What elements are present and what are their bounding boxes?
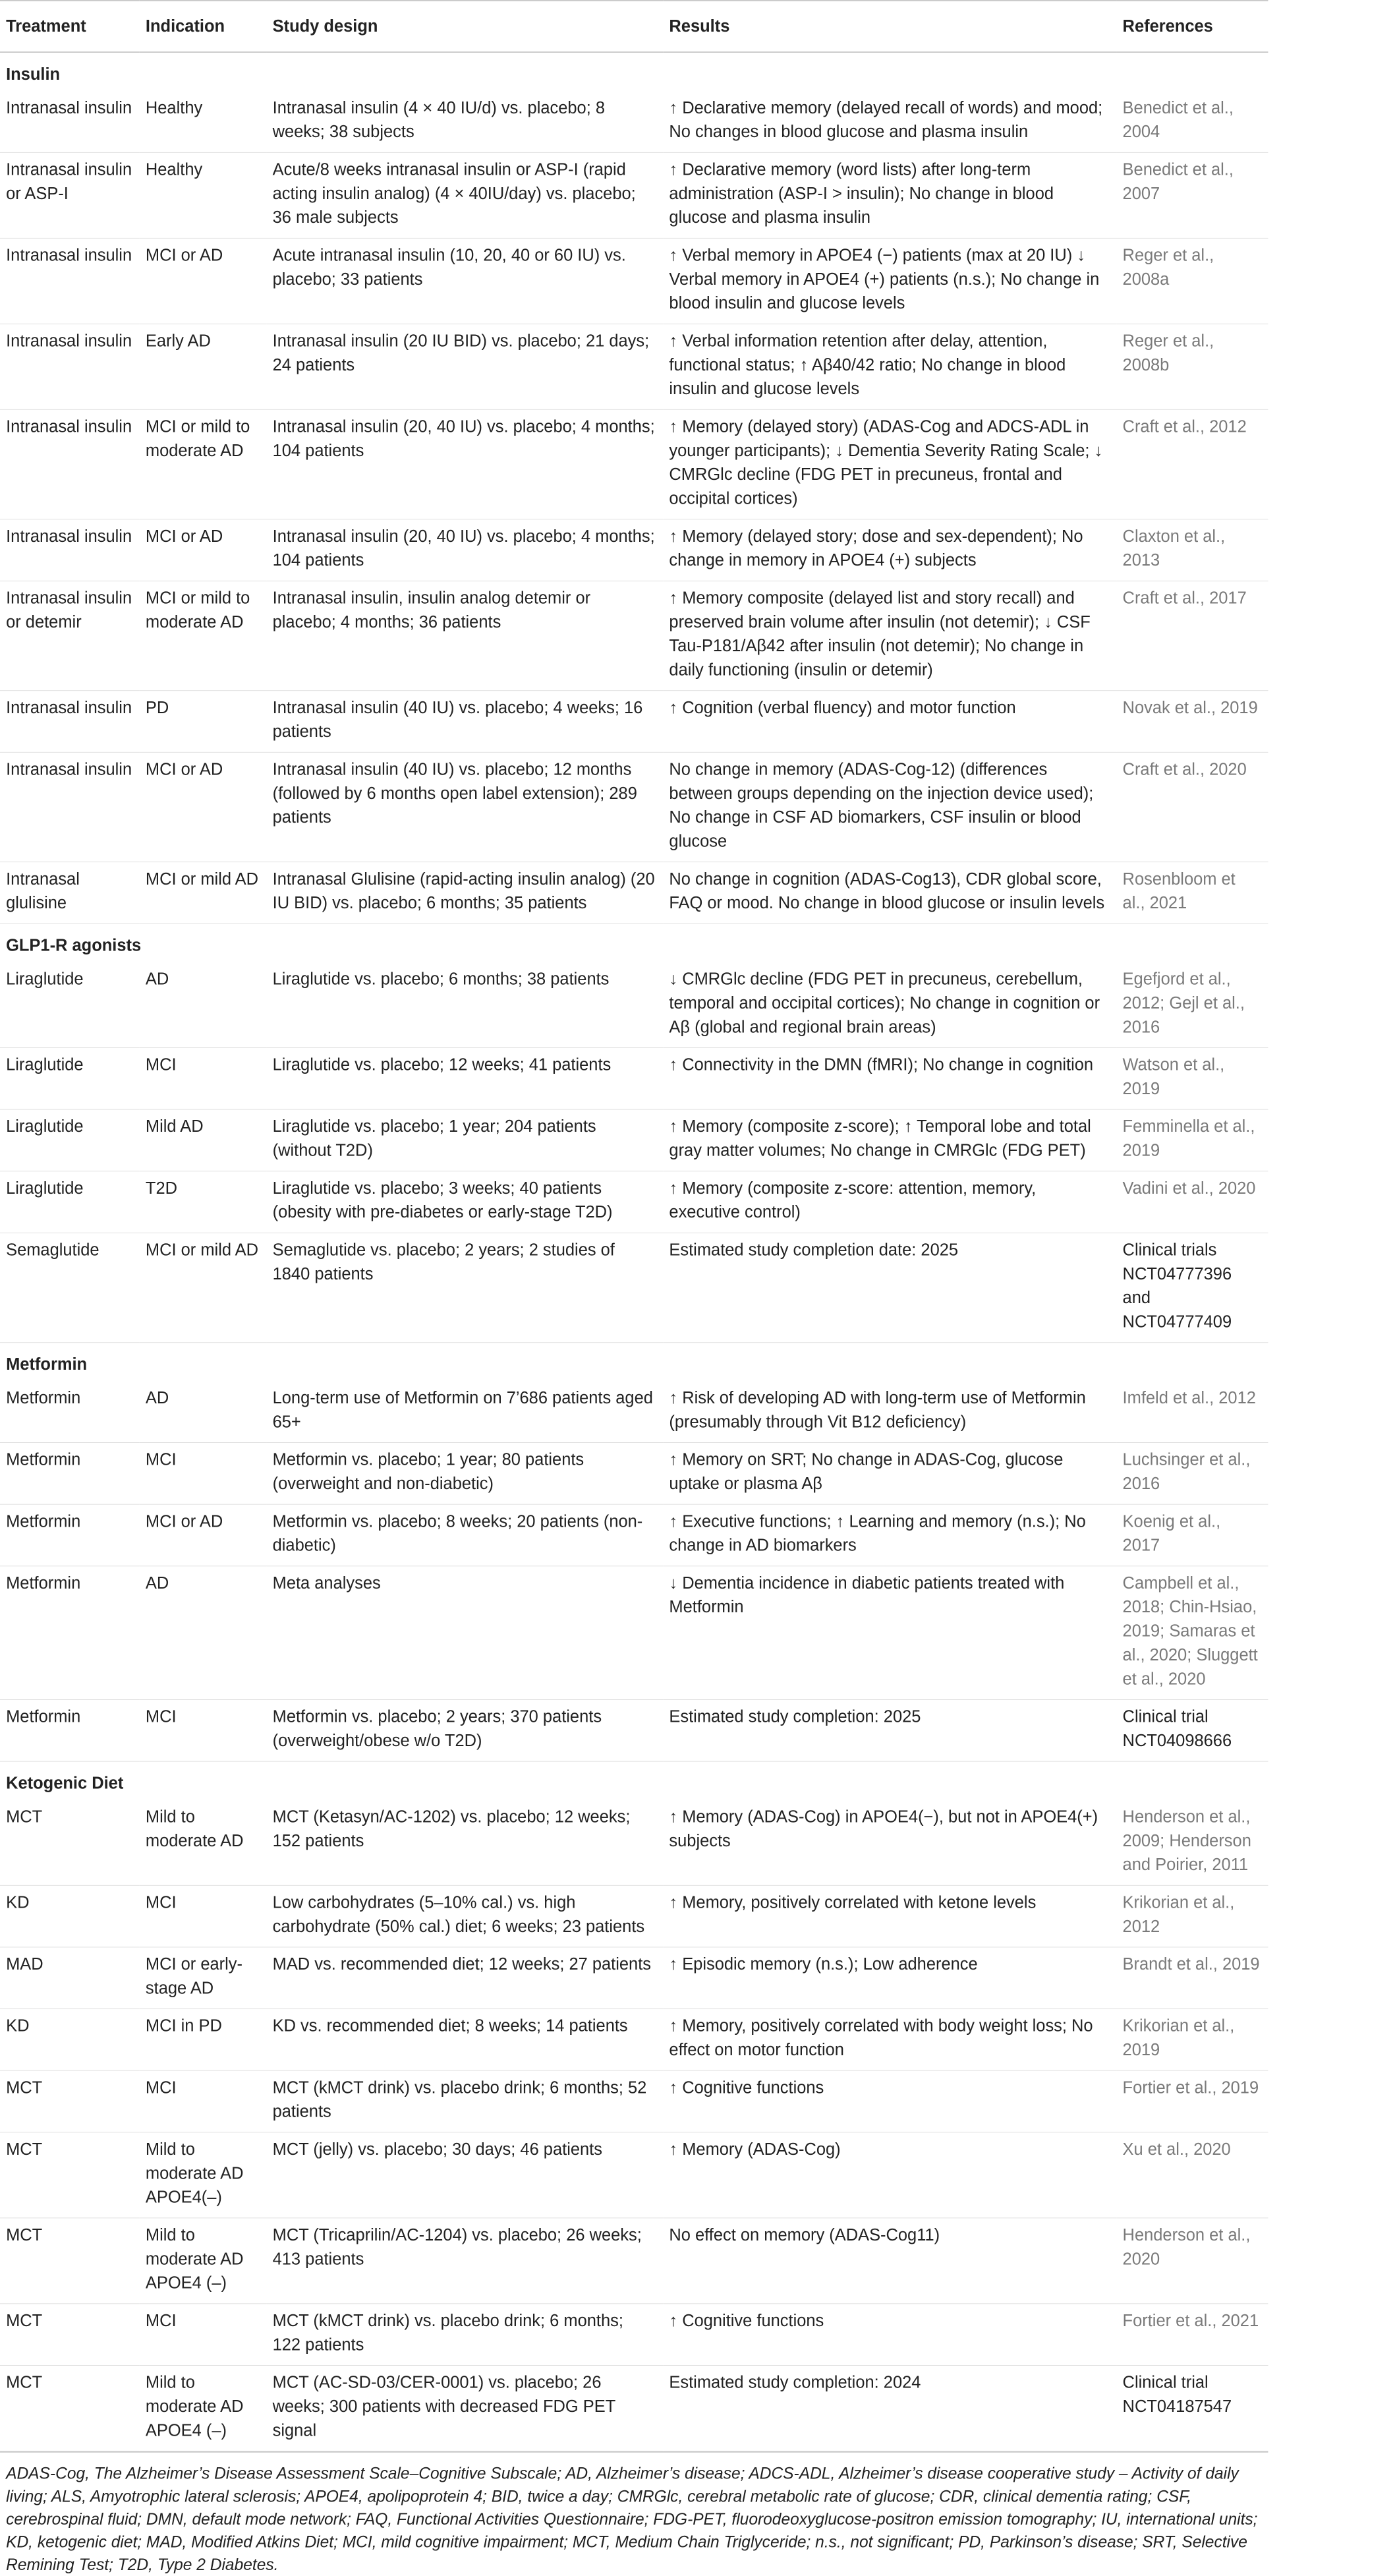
cell-study-design: Intranasal insulin, insulin analog detemir or placebo; 4 months; 36 patients (267, 581, 664, 690)
cell-treatment: Semaglutide (0, 1233, 140, 1342)
table-row (0, 1947, 1268, 2009)
cell-results: ↑ Memory (ADAS-Cog) (663, 2132, 1116, 2218)
table-row (0, 519, 1268, 581)
cell-indication: MCI (140, 2070, 267, 2132)
cell-indication: MCI or AD (140, 1504, 267, 1566)
cell-results: ↑ Declarative memory (word lists) after long-term administration (ASP-I > insulin); No change in blood glucose and plasma insulin (663, 152, 1116, 238)
cell-reference: Henderson et al., 2020 (1116, 2218, 1268, 2304)
cell-reference: Brandt et al., 2019 (1116, 1947, 1268, 2009)
cell-study-design: Liraglutide vs. placebo; 12 weeks; 41 patients (267, 1047, 664, 1109)
cell-study-design: MCT (kMCT drink) vs. placebo drink; 6 months; 52 patients (267, 2070, 664, 2132)
header-treatment: Treatment (0, 1, 140, 52)
table-row (0, 1233, 1268, 1342)
cell-results: ↑ Memory, positively correlated with ketone levels (663, 1885, 1116, 1947)
cell-reference: Krikorian et al., 2012 (1116, 1885, 1268, 1947)
cell-reference: Koenig et al., 2017 (1116, 1504, 1268, 1566)
cell-indication: MCI or early-stage AD (140, 1947, 267, 2009)
cell-results: Estimated study completion date: 2025 (663, 1233, 1116, 1342)
cell-study-design: Liraglutide vs. placebo; 6 months; 38 patients (267, 962, 664, 1048)
cell-reference: Clinical trial NCT04187547 (1116, 2365, 1268, 2451)
cell-treatment: Intranasal insulin or detemir (0, 581, 140, 690)
cell-results: ↑ Memory composite (delayed list and story recall) and preserved brain volume after insulin (not detemir); ↓ CSF Tau-P181/Aβ42 after insulin (not detemir); No change in daily functioning (insulin or detemir) (663, 581, 1116, 690)
section-row (0, 52, 1268, 91)
table-row (0, 752, 1268, 862)
cell-study-design: MCT (Ketasyn/AC-1202) vs. placebo; 12 weeks; 152 patients (267, 1800, 664, 1886)
table-row (0, 1047, 1268, 1109)
table-row (0, 2365, 1268, 2451)
cell-study-design: Semaglutide vs. placebo; 2 years; 2 studies of 1840 patients (267, 1233, 664, 1342)
cell-treatment: Intranasal insulin (0, 91, 140, 152)
cell-reference: Fortier et al., 2019 (1116, 2070, 1268, 2132)
cell-indication: MCI or AD (140, 519, 267, 581)
cell-indication: Mild AD (140, 1109, 267, 1171)
table-row (0, 2132, 1268, 2218)
cell-indication: Healthy (140, 91, 267, 152)
table-row (0, 152, 1268, 238)
table-row (0, 1381, 1268, 1442)
cell-results: No effect on memory (ADAS-Cog11) (663, 2218, 1116, 2304)
table-header-row (0, 1, 1268, 52)
cell-study-design: MAD vs. recommended diet; 12 weeks; 27 patients (267, 1947, 664, 2009)
cell-treatment: Metformin (0, 1504, 140, 1566)
cell-treatment: Intranasal insulin (0, 691, 140, 753)
cell-reference: Krikorian et al., 2019 (1116, 2009, 1268, 2071)
cell-indication: Mild to moderate AD APOE4 (–) (140, 2218, 267, 2304)
cell-results: ↑ Cognitive functions (663, 2070, 1116, 2132)
cell-reference: Xu et al., 2020 (1116, 2132, 1268, 2218)
header-results: Results (663, 1, 1116, 52)
cell-indication: Mild to moderate AD (140, 1800, 267, 1886)
cell-treatment: MAD (0, 1947, 140, 2009)
cell-study-design: Intranasal insulin (40 IU) vs. placebo; 4 weeks; 16 patients (267, 691, 664, 753)
cell-study-design: Low carbohydrates (5–10% cal.) vs. high carbohydrate (50% cal.) diet; 6 weeks; 23 patients (267, 1885, 664, 1947)
cell-study-design: MCT (AC-SD-03/CER-0001) vs. placebo; 26 weeks; 300 patients with decreased FDG PET signal (267, 2365, 664, 2451)
section-title: GLP1-R agonists (6, 935, 142, 955)
cell-reference: Campbell et al., 2018; Chin-Hsiao, 2019; Samaras et al., 2020; Sluggett et al., 2020 (1116, 1566, 1268, 1700)
cell-reference: Craft et al., 2012 (1116, 409, 1268, 519)
cell-treatment: MCT (0, 2218, 140, 2304)
cell-results: ↑ Cognitive functions (663, 2304, 1116, 2366)
table-row (0, 2304, 1268, 2366)
table-row (0, 581, 1268, 690)
table-row (0, 1885, 1268, 1947)
cell-study-design: Acute intranasal insulin (10, 20, 40 or 60 IU) vs. placebo; 33 patients (267, 238, 664, 324)
cell-indication: PD (140, 691, 267, 753)
cell-treatment: Intranasal insulin (0, 324, 140, 409)
cell-treatment: MCT (0, 2304, 140, 2366)
cell-indication: AD (140, 962, 267, 1048)
cell-reference: Vadini et al., 2020 (1116, 1171, 1268, 1233)
cell-results: ↓ Dementia incidence in diabetic patients treated with Metformin (663, 1566, 1116, 1700)
cell-study-design: Long-term use of Metformin on 7’686 patients aged 65+ (267, 1381, 664, 1442)
cell-results: ↑ Executive functions; ↑ Learning and memory (n.s.); No change in AD biomarkers (663, 1504, 1116, 1566)
cell-study-design: MCT (jelly) vs. placebo; 30 days; 46 patients (267, 2132, 664, 2218)
cell-treatment: Intranasal insulin or ASP-I (0, 152, 140, 238)
cell-results: ↑ Memory (composite z-score); ↑ Temporal lobe and total gray matter volumes; No change in CMRGlc (FDG PET) (663, 1109, 1116, 1171)
section-title: Metformin (6, 1355, 88, 1374)
cell-study-design: Intranasal insulin (40 IU) vs. placebo; 12 months (followed by 6 months open label extension); 289 patients (267, 752, 664, 862)
cell-indication: T2D (140, 1171, 267, 1233)
cell-treatment: Metformin (0, 1700, 140, 1762)
table-row (0, 409, 1268, 519)
cell-indication: MCI (140, 2304, 267, 2366)
cell-study-design: Liraglutide vs. placebo; 3 weeks; 40 patients (obesity with pre-diabetes or early-stage T2D) (267, 1171, 664, 1233)
table-row (0, 1700, 1268, 1762)
cell-results: ↑ Memory (delayed story) (ADAS-Cog and ADCS-ADL in younger participants); ↓ Dementia Severity Rating Scale; ↓ CMRGlc decline (FDG PET in precuneus, frontal and occipital cortices) (663, 409, 1116, 519)
table-row (0, 1443, 1268, 1505)
cell-treatment: Metformin (0, 1443, 140, 1505)
cell-reference: Reger et al., 2008b (1116, 324, 1268, 409)
table-row (0, 1566, 1268, 1700)
cell-reference: Novak et al., 2019 (1116, 691, 1268, 753)
cell-indication: MCI or mild to moderate AD (140, 409, 267, 519)
cell-study-design: MCT (Tricaprilin/AC-1204) vs. placebo; 26 weeks; 413 patients (267, 2218, 664, 2304)
cell-results: ↑ Memory (composite z-score: attention, memory, executive control) (663, 1171, 1116, 1233)
cell-reference: Watson et al., 2019 (1116, 1047, 1268, 1109)
cell-study-design: Metformin vs. placebo; 1 year; 80 patients (overweight and non-diabetic) (267, 1443, 664, 1505)
cell-treatment: Intranasal insulin (0, 409, 140, 519)
cell-indication: MCI (140, 1700, 267, 1762)
cell-treatment: MCT (0, 2132, 140, 2218)
cell-treatment: MCT (0, 2365, 140, 2451)
cell-study-design: Intranasal insulin (20, 40 IU) vs. placebo; 4 months; 104 patients (267, 519, 664, 581)
cell-reference: Craft et al., 2020 (1116, 752, 1268, 862)
cell-results: No change in cognition (ADAS-Cog13), CDR global score, FAQ or mood. No change in blood glucose or insulin levels (663, 862, 1116, 924)
cell-study-design: MCT (kMCT drink) vs. placebo drink; 6 months; 122 patients (267, 2304, 664, 2366)
cell-indication: MCI in PD (140, 2009, 267, 2071)
cell-results: ↑ Risk of developing AD with long-term use of Metformin (presumably through Vit B12 deficiency) (663, 1381, 1116, 1442)
cell-study-design: Acute/8 weeks intranasal insulin or ASP-I (rapid acting insulin analog) (4 × 40IU/day) vs. placebo; 36 male subjects (267, 152, 664, 238)
cell-indication: MCI or AD (140, 752, 267, 862)
cell-treatment: KD (0, 1885, 140, 1947)
cell-indication: MCI (140, 1047, 267, 1109)
cell-reference: Benedict et al., 2007 (1116, 152, 1268, 238)
cell-indication: AD (140, 1566, 267, 1700)
cell-reference: Claxton et al., 2013 (1116, 519, 1268, 581)
cell-indication: Healthy (140, 152, 267, 238)
cell-reference: Luchsinger et al., 2016 (1116, 1443, 1268, 1505)
table-body (0, 52, 1268, 2451)
cell-treatment: Intranasal insulin (0, 752, 140, 862)
cell-reference: Rosenbloom et al., 2021 (1116, 862, 1268, 924)
cell-treatment: Intranasal glulisine (0, 862, 140, 924)
cell-treatment: KD (0, 2009, 140, 2071)
cell-reference: Egefjord et al., 2012; Gejl et al., 2016 (1116, 962, 1268, 1048)
cell-reference: Benedict et al., 2004 (1116, 91, 1268, 152)
section-title: Ketogenic Diet (6, 1773, 124, 1792)
section-row (0, 923, 1268, 962)
cell-indication: MCI or AD (140, 238, 267, 324)
table-row (0, 2218, 1268, 2304)
table-row (0, 91, 1268, 152)
cell-results: ↑ Declarative memory (delayed recall of words) and mood; No changes in blood glucose and plasma insulin (663, 91, 1116, 152)
cell-results: Estimated study completion: 2025 (663, 1700, 1116, 1762)
table-row (0, 1800, 1268, 1886)
cell-indication: MCI or mild AD (140, 1233, 267, 1342)
cell-reference: Clinical trial NCT04098666 (1116, 1700, 1268, 1762)
table-row (0, 1109, 1268, 1171)
cell-treatment: MCT (0, 1800, 140, 1886)
cell-results: No change in memory (ADAS-Cog-12) (differences between groups depending on the injection device used); No change in CSF AD biomarkers, CSF insulin or blood glucose (663, 752, 1116, 862)
cell-results: ↑ Episodic memory (n.s.); Low adherence (663, 1947, 1116, 2009)
cell-indication: MCI (140, 1885, 267, 1947)
header-indication: Indication (140, 1, 267, 52)
cell-study-design: Metformin vs. placebo; 8 weeks; 20 patients (non-diabetic) (267, 1504, 664, 1566)
cell-treatment: MCT (0, 2070, 140, 2132)
abbreviations-footnote: ADAS-Cog, The Alzheimer’s Disease Assessment Scale–Cognitive Subscale; AD, Alzheimer’s disease; ADCS-ADL, Alzheimer’s disease cooperative study – Activity of daily living; ALS, Amyotrophic lateral sclerosis; APOE4, apolipoprotein 4; BID, twice a day; CMRGlc, cerebral metabolic rate of glucose; CDR, clinical dementia rating; CSF, cerebrospinal fluid; DMN, default mode network; FAQ, Functional Activities Questionnaire; FDG-PET, fluorodeoxyglucose-positron emission tomography; IU, international units; KD, ketogenic diet; MAD, Modified Atkins Diet; MCI, mild cognitive impairment; MCT, Medium Chain Triglyceride; n.s., not significant; PD, Parkinson’s disease; SRT, Selective Remining Test; T2D, Type 2 Diabetes. (0, 2451, 1268, 2576)
table-row (0, 962, 1268, 1048)
table-row (0, 862, 1268, 924)
cell-results: Estimated study completion: 2024 (663, 2365, 1116, 2451)
cell-results: ↑ Memory (ADAS-Cog) in APOE4(−), but not in APOE4(+) subjects (663, 1800, 1116, 1886)
cell-results: ↑ Verbal information retention after delay, attention, functional status; ↑ Aβ40/42 ratio; No change in blood insulin and glucose levels (663, 324, 1116, 409)
cell-results: ↑ Verbal memory in APOE4 (−) patients (max at 20 IU) ↓ Verbal memory in APOE4 (+) patients (n.s.); No change in blood insulin and glucose levels (663, 238, 1116, 324)
section-row (0, 1343, 1268, 1382)
cell-results: ↑ Cognition (verbal fluency) and motor function (663, 691, 1116, 753)
section-row (0, 1761, 1268, 1800)
cell-treatment: Intranasal insulin (0, 238, 140, 324)
table-row (0, 1171, 1268, 1233)
table-row (0, 2009, 1268, 2071)
cell-treatment: Metformin (0, 1381, 140, 1442)
cell-results: ↑ Connectivity in the DMN (fMRI); No change in cognition (663, 1047, 1116, 1109)
cell-reference: Clinical trials NCT04777396 and NCT04777409 (1116, 1233, 1268, 1342)
cell-results: ↑ Memory (delayed story; dose and sex-dependent); No change in memory in APOE4 (+) subjects (663, 519, 1116, 581)
table-row (0, 1504, 1268, 1566)
cell-treatment: Liraglutide (0, 1171, 140, 1233)
cell-indication: MCI (140, 1443, 267, 1505)
cell-study-design: Liraglutide vs. placebo; 1 year; 204 patients (without T2D) (267, 1109, 664, 1171)
cell-reference: Imfeld et al., 2012 (1116, 1381, 1268, 1442)
cell-reference: Fortier et al., 2021 (1116, 2304, 1268, 2366)
table-row (0, 324, 1268, 409)
cell-study-design: Metformin vs. placebo; 2 years; 370 patients (overweight/obese w/o T2D) (267, 1700, 664, 1762)
cell-study-design: Intranasal insulin (20 IU BID) vs. placebo; 21 days; 24 patients (267, 324, 664, 409)
cell-reference: Henderson et al., 2009; Henderson and Poirier, 2011 (1116, 1800, 1268, 1886)
cell-indication: MCI or mild to moderate AD (140, 581, 267, 690)
cell-results: ↓ CMRGlc decline (FDG PET in precuneus, cerebellum, temporal and occipital cortices); No change in cognition or Aβ (global and regional brain areas) (663, 962, 1116, 1048)
cell-treatment: Liraglutide (0, 1109, 140, 1171)
cell-study-design: Intranasal Glulisine (rapid-acting insulin analog) (20 IU BID) vs. placebo; 6 months; 35 patients (267, 862, 664, 924)
cell-treatment: Liraglutide (0, 962, 140, 1048)
cell-reference: Femminella et al., 2019 (1116, 1109, 1268, 1171)
cell-results: ↑ Memory, positively correlated with body weight loss; No effect on motor function (663, 2009, 1116, 2071)
cell-study-design: Meta analyses (267, 1566, 664, 1700)
cell-study-design: Intranasal insulin (4 × 40 IU/d) vs. placebo; 8 weeks; 38 subjects (267, 91, 664, 152)
cell-treatment: Intranasal insulin (0, 519, 140, 581)
cell-indication: AD (140, 1381, 267, 1442)
header-references: References (1116, 1, 1268, 52)
table-row (0, 238, 1268, 324)
cell-indication: Mild to moderate AD APOE4(–) (140, 2132, 267, 2218)
cell-indication: Mild to moderate AD APOE4 (–) (140, 2365, 267, 2451)
cell-study-design: Intranasal insulin (20, 40 IU) vs. placebo; 4 months; 104 patients (267, 409, 664, 519)
cell-reference: Craft et al., 2017 (1116, 581, 1268, 690)
cell-results: ↑ Memory on SRT; No change in ADAS-Cog, glucose uptake or plasma Aβ (663, 1443, 1116, 1505)
cell-treatment: Liraglutide (0, 1047, 140, 1109)
cell-indication: MCI or mild AD (140, 862, 267, 924)
table-row (0, 2070, 1268, 2132)
header-study-design: Study design (267, 1, 664, 52)
cell-study-design: KD vs. recommended diet; 8 weeks; 14 patients (267, 2009, 664, 2071)
section-title: Insulin (6, 65, 61, 84)
table-row (0, 691, 1268, 753)
cell-reference: Reger et al., 2008a (1116, 238, 1268, 324)
cell-treatment: Metformin (0, 1566, 140, 1700)
cell-indication: Early AD (140, 324, 267, 409)
